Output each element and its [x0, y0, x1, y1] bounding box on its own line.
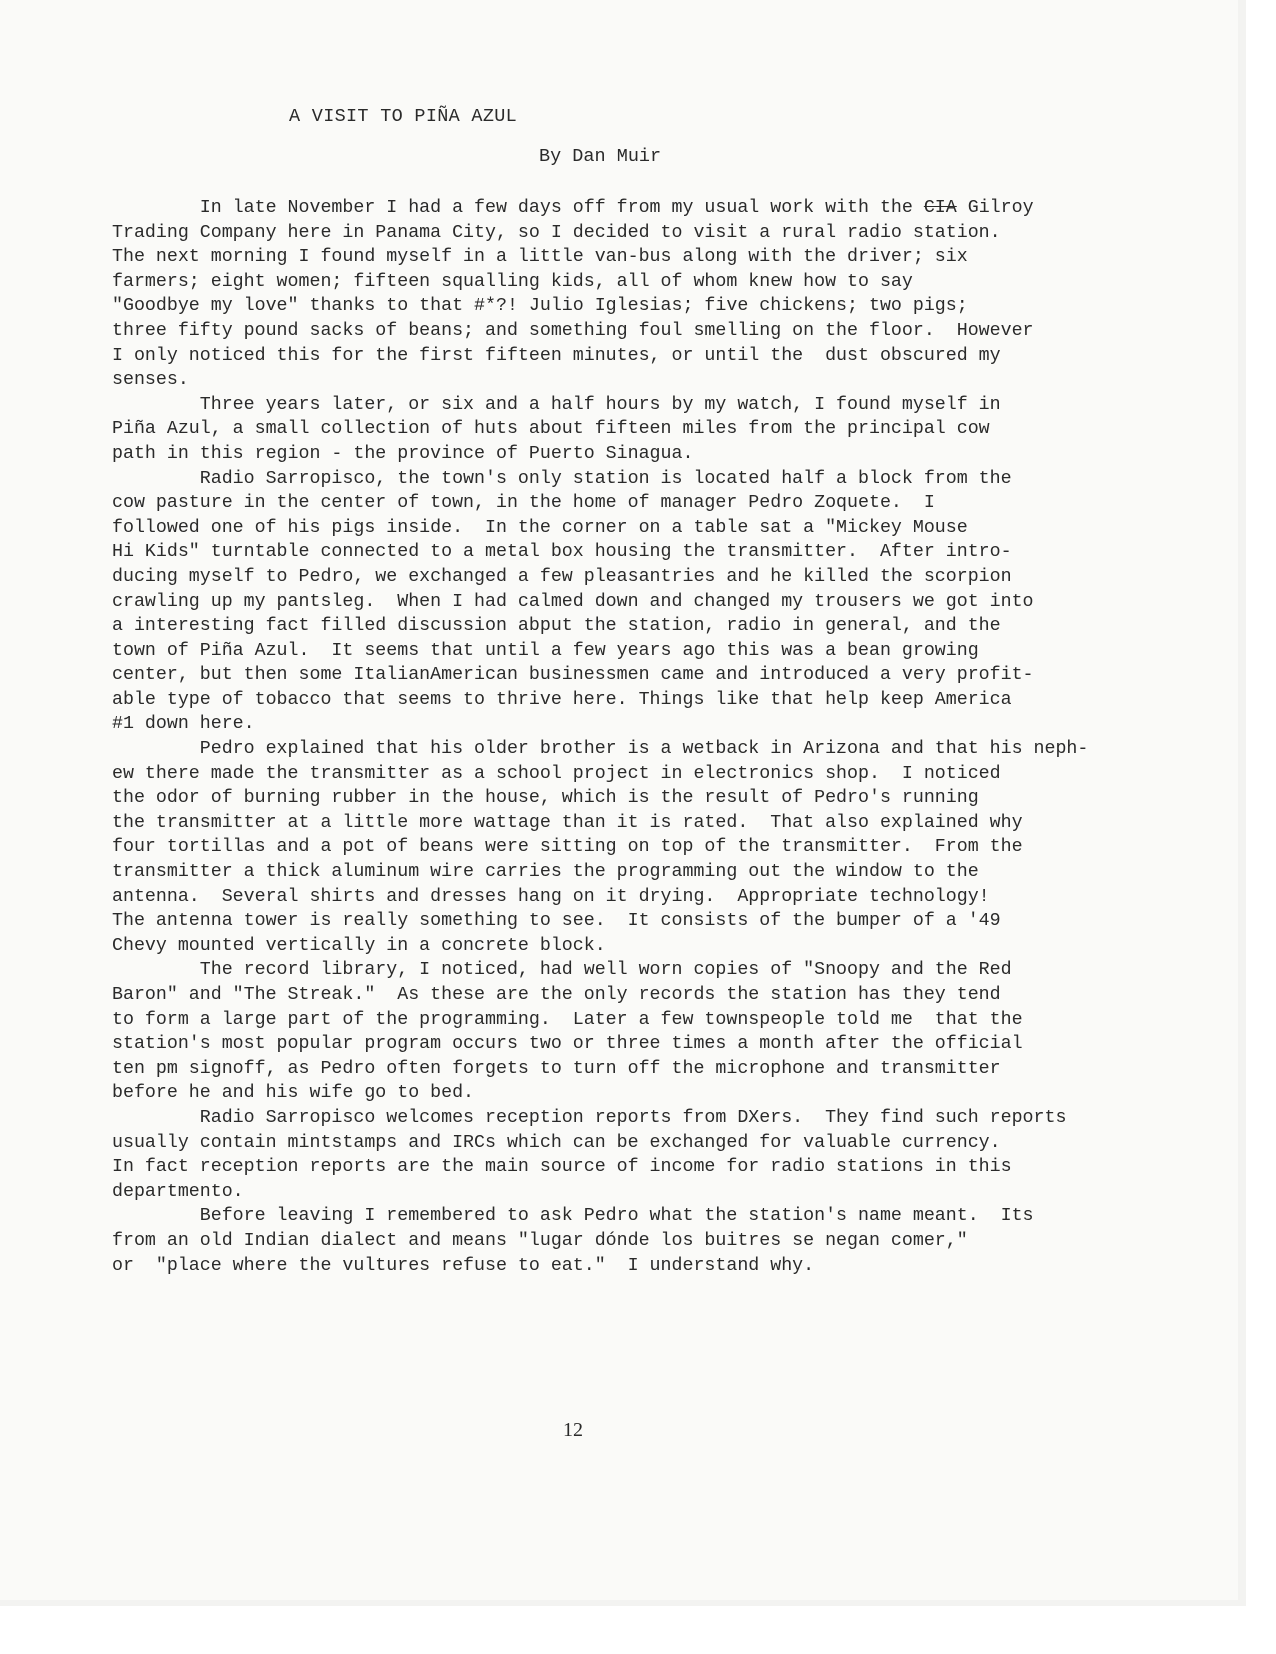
article-byline: By Dan Muir — [539, 146, 662, 167]
text-line: Pedro explained that his older brother is a wetback in Arizona and that his neph- — [112, 739, 1089, 760]
text-segment: In late November I had a few days off from my usual work with the — [112, 198, 924, 218]
text-line: ten pm signoff, as Pedro often forgets to turn off the microphone and transmitter — [112, 1058, 1001, 1079]
text-segment: Gilroy — [956, 198, 1034, 218]
text-line: path in this region - the province of Puerto Sinagua. — [112, 443, 694, 464]
text-line: from an old Indian dialect and means "lugar dónde los buitres se negan comer," — [112, 1230, 968, 1251]
text-line: departmento. — [112, 1181, 244, 1202]
text-line: senses. — [112, 370, 189, 391]
text-line: ducing myself to Pedro, we exchanged a few pleasantries and he killed the scorpion — [112, 566, 1012, 587]
text-line: crawling up my pantsleg. When I had calmed down and changed my trousers we got into — [112, 591, 1034, 612]
text-line: before he and his wife go to bed. — [112, 1083, 475, 1104]
text-line — [112, 196, 1192, 221]
text-line: town of Piña Azul. It seems that until a few years ago this was a bean growing — [112, 640, 979, 661]
text-line: Hi Kids" turntable connected to a metal box housing the transmitter. After intro- — [112, 542, 1012, 563]
text-line: Radio Sarropisco welcomes reception reports from DXers. They find such reports — [112, 1107, 1067, 1128]
text-line: cow pasture in the center of town, in the home of manager Pedro Zoquete. I — [112, 493, 935, 514]
text-line: able type of tobacco that seems to thrive here. Things like that help keep America — [112, 689, 1012, 710]
article-body — [112, 196, 1192, 1278]
text-line: "Goodbye my love" thanks to that #*?! Julio Iglesias; five chickens; two pigs; — [112, 296, 968, 317]
text-line: center, but then some ItalianAmerican businessmen came and introduced a very profit- — [112, 665, 1034, 686]
text-line: Before leaving I remembered to ask Pedro what the station's name meant. Its — [112, 1206, 1034, 1227]
text-line: or "place where the vultures refuse to eat." I understand why. — [112, 1255, 815, 1276]
text-line: antenna. Several shirts and dresses hang on it drying. Appropriate technology! — [112, 886, 990, 907]
text-line: farmers; eight women; fifteen squalling kids, all of whom knew how to say — [112, 271, 913, 292]
article-title: A VISIT TO PIÑA AZUL — [289, 106, 518, 127]
text-line: The record library, I noticed, had well worn copies of "Snoopy and the Red — [112, 960, 1012, 981]
text-line: four tortillas and a pot of beans were sitting on top of the transmitter. From the — [112, 837, 1023, 858]
text-line: The next morning I found myself in a little van-bus along with the driver; six — [112, 247, 968, 268]
text-line: Chevy mounted vertically in a concrete block. — [112, 935, 606, 956]
text-line: usually contain mintstamps and IRCs which can be exchanged for valuable currency. — [112, 1132, 1001, 1153]
text-line: ew there made the transmitter as a school project in electronics shop. I noticed — [112, 763, 1001, 784]
text-line: Baron" and "The Streak." As these are the only records the station has they tend — [112, 985, 1001, 1005]
page-number: 12 — [563, 1419, 583, 1441]
text-line: #1 down here. — [112, 714, 255, 735]
text-line: to form a large part of the programming. Later a few townspeople told me that the — [112, 1009, 1023, 1030]
text-line: three fifty pound sacks of beans; and something foul smelling on the floor. However — [112, 320, 1034, 341]
text-line: I only noticed this for the first fifteen minutes, or until the dust obscured my — [112, 345, 1001, 366]
text-line: the odor of burning rubber in the house, which is the result of Pedro's running — [112, 788, 979, 809]
text-line: Radio Sarropisco, the town's only station is located half a block from the — [112, 468, 1012, 489]
text-line: station's most popular program occurs two or three times a month after the official — [112, 1034, 1023, 1055]
text-line: The antenna tower is really something to see. It consists of the bumper of a '49 — [112, 911, 1001, 932]
text-line: Trading Company here in Panama City, so I decided to visit a rural radio station. — [112, 222, 1001, 243]
text-line: Piña Azul, a small collection of huts about fifteen miles from the principal cow — [112, 419, 990, 440]
text-line: Three years later, or six and a half hours by my watch, I found myself in — [112, 394, 1001, 415]
text-line: transmitter a thick aluminum wire carries the programming out the window to the — [112, 862, 979, 883]
text-line: In fact reception reports are the main source of income for radio stations in this — [112, 1157, 1012, 1178]
text-line: followed one of his pigs inside. In the corner on a table sat a "Mickey Mouse — [112, 517, 968, 538]
text-line: a interesting fact filled discussion abput the station, radio in general, and the — [112, 616, 1001, 637]
struck-out-text: CIA — [923, 198, 957, 218]
text-line: the transmitter at a little more wattage than it is rated. That also explained why — [112, 812, 1023, 833]
